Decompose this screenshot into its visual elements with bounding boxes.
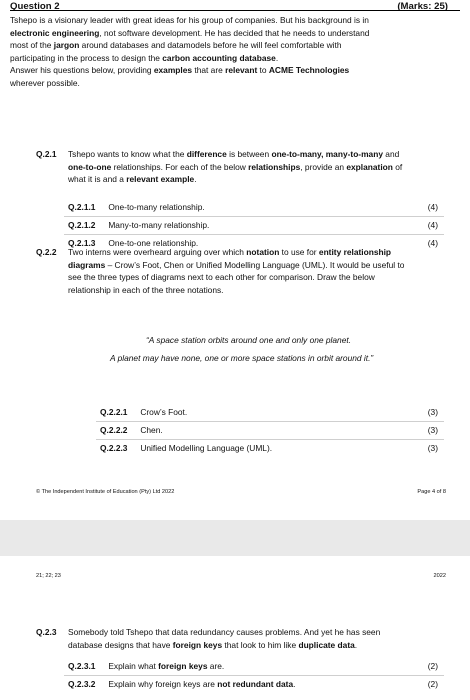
quote-line: A planet may have none, one or more space stations in orbit around it.”: [110, 353, 374, 363]
intro-line: electronic engineering, not software development. He has decided that he needs to understand: [10, 27, 370, 38]
subquestion-row: Q.2.1.2 Many-to-many relationship. (4): [68, 220, 438, 230]
document-page-5: [0, 556, 470, 700]
subquestion-row: Q.2.1.3 One-to-one relationship. (4): [68, 238, 438, 248]
intro-line: participating in the process to design the carbon accounting database.: [10, 52, 279, 63]
subquestion-row: Q.2.1.1 One-to-many relationship. (4): [68, 202, 438, 212]
question-intro: [10, 14, 440, 90]
row-divider: [64, 675, 444, 676]
question-2-1-text: Tshepo wants to know what the difference is between one-to-many, many-to-many and one-to-one relationships. For each of the below relationships, provide an explanation of what it is and a relevant example.: [68, 149, 403, 185]
row-divider: [96, 439, 444, 440]
question-number: Q.2.1: [36, 149, 57, 159]
intro-line: wherever possible.: [10, 78, 80, 89]
subquestion-row: Q.2.2.2 Chen. (3): [100, 425, 438, 435]
copyright-footer: © The Independent Institute of Education (Pty) Ltd 2022: [36, 489, 175, 495]
intro-line: Tshepo is a visionary leader with great ideas for his group of companies. But his background is in: [10, 15, 369, 25]
question-2-2-text: Two interns were overheard arguing over which notation to use for entity relationship diagrams – Crow’s Foot, Chen or Unified Modelling Language (UML). It would be useful to see the three types of diagrams next to each other for comparison. Draw the below relationship in each of the three notations.: [68, 247, 405, 295]
subquestion-row: Q.2.2.1 Crow’s Foot. (3): [100, 407, 438, 417]
intro-line: most of the jargon around databases and datamodels before he will feel comfortable with: [10, 40, 342, 51]
year: 2022: [433, 573, 446, 579]
intro-line: Answer his questions below, providing examples that are relevant to ACME Technologies: [10, 65, 350, 76]
row-divider: [64, 216, 444, 217]
subquestion-row: Q.2.3.1 Explain what foreign keys are. (2): [68, 661, 438, 671]
quote-line: “A space station orbits around one and only one planet.: [146, 335, 352, 345]
module-codes: 21; 22; 23: [36, 573, 61, 579]
subquestion-row: Q.2.2.3 Unified Modelling Language (UML). (3): [100, 443, 438, 453]
question-title: Question 2: [10, 1, 60, 12]
question-marks: (Marks: 25): [397, 1, 448, 12]
subquestion-row: Q.2.3.2 Explain why foreign keys are not redundant data. (2): [68, 679, 438, 689]
question-number: Q.2.3: [36, 627, 57, 637]
question-number: Q.2.2: [36, 247, 57, 257]
row-divider: [64, 234, 444, 235]
header-rule: [10, 10, 460, 11]
page-gap: [0, 520, 470, 556]
page-number: Page 4 of 8: [417, 489, 446, 495]
question-2-3-text: Somebody told Tshepo that data redundancy causes problems. And yet he has seen database designs that have foreign keys that look to him like duplicate data.: [68, 627, 381, 650]
row-divider: [96, 421, 444, 422]
